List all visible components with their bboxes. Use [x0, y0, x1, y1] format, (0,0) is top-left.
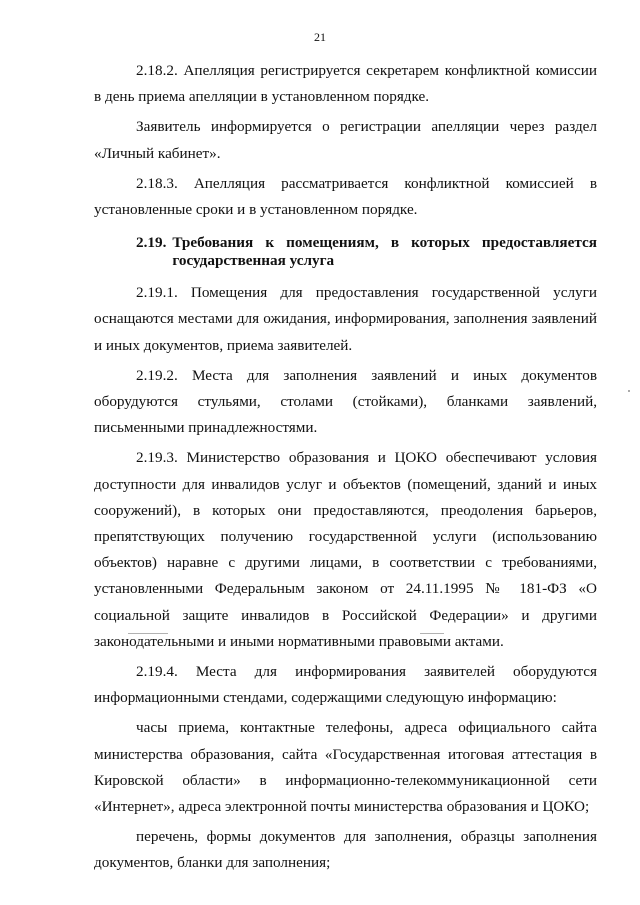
document-body — [94, 58, 597, 877]
paragraph-applicant-informed: Заявитель информируется о регистрации апелляции через раздел «Личный кабинет». — [94, 118, 597, 162]
scan-mark — [420, 633, 444, 634]
paragraph-document-forms: перечень, формы документов для заполнения, образцы заполнения документов, бланки для заполнения; — [94, 828, 597, 872]
section-title: Требования к помещениям, в которых предоставляется государственная услуга — [172, 234, 597, 270]
page-number: 21 — [314, 30, 326, 44]
paragraph-2-18-2: 2.18.2. Апелляция регистрируется секретарем конфликтной комиссии в день приема апелляции в установленном порядке. — [94, 62, 597, 106]
section-number: 2.19. — [136, 234, 167, 252]
paragraph-2-19-1: 2.19.1. Помещения для предоставления государственной услуги оснащаются местами для ожидания, информирования, заполнения заявлений и иных документов, приема заявителей. — [94, 284, 597, 354]
paragraph-reception-hours: часы приема, контактные телефоны, адреса официального сайта министерства образования, сайта «Государственная итоговая аттестация в Кировской области» в информационно-телекоммуникационной сети «Интернет», адреса электронной почты министерства образования и ЦОКО; — [94, 719, 597, 816]
paragraph-2-19-4: 2.19.4. Места для информирования заявителей оборудуются информационными стендами, содержащими следующую информацию: — [94, 663, 597, 707]
scan-mark — [628, 390, 630, 392]
scan-mark — [128, 633, 168, 634]
section-heading-2-19 — [94, 234, 597, 270]
paragraph-2-18-3: 2.18.3. Апелляция рассматривается конфликтной комиссией в установленные сроки и в установленном порядке. — [94, 174, 597, 219]
paragraph-2-19-2: 2.19.2. Места для заполнения заявлений и иных документов оборудуются стульями, столами (стойками), бланками заявлений, письменными принадлежностями. — [94, 366, 597, 437]
paragraph-2-19-3: 2.19.3. Министерство образования и ЦОКО обеспечивают условия доступности для инвалидов услуг и объектов (помещений, зданий и иных сооружений), в которых они предоставляются, преодоления барьеров, препятствующих получению государственной услуги (использованию объектов) наравне с другими лицами, в соответствии с требованиями, установленными Федеральным законом от 24.11.1995 № 181-ФЗ «О социальной защите инвалидов в Российской Федерации» и другими законодательными и иными нормативными правовыми актами. — [94, 449, 597, 650]
